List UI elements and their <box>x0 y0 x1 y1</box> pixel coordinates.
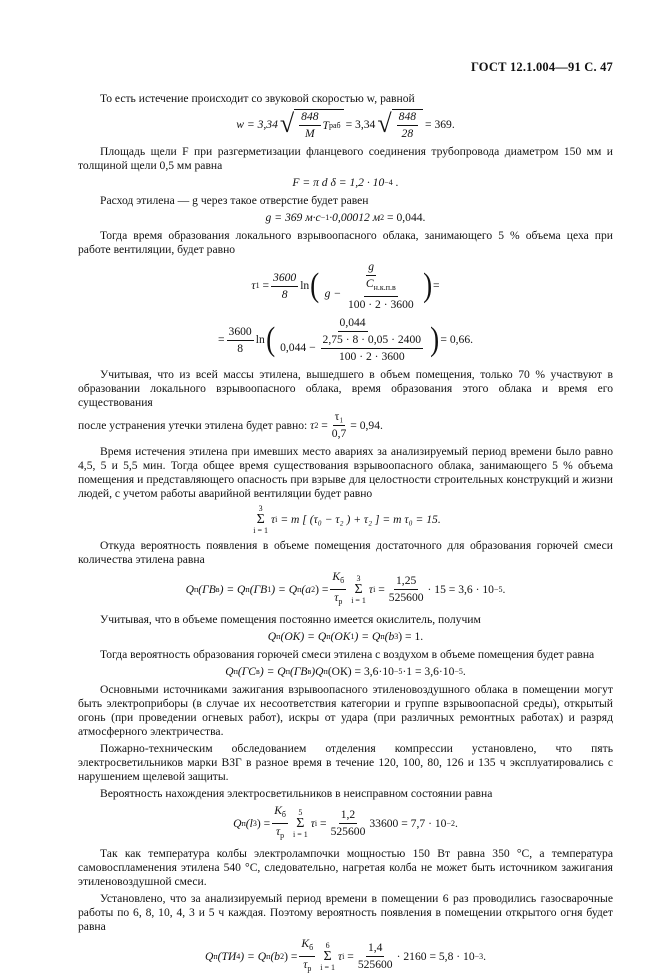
formula-tau1-numeric: = $\frac{3600}{8}$ ln ( 0,044 0,044 − $\frac{2,75 \cdot 8 \cdot 0,05 \cdot 2400}{100 \cdot 2 \cdot 3600}$ ) = 0,66. <box>217 316 474 363</box>
paragraph: Тогда вероятность образования горючей смеси этилена с воздухом в объеме помещения будет равна <box>100 648 595 661</box>
paragraph: Пожарно-техническим обследованием отделения компрессии установлено, что пять электросветильников марки ВЗГ в разное время в течение 120, 100, 80, 126 и 135 ч эксплуатировались с нарушением щелевой защиты. <box>78 742 613 783</box>
formula-q-ti: Q п (ТИ 4 ) = Q п (b 2 ) = $\frac{K_б}{\tau_р}$ 6 Σ i = 1 τ i = $\frac{1,4}{525600}$ · 2160 = 5,8 · 10 −3 . <box>204 937 487 973</box>
formula-f: F = π d δ = 1,2 · 10 −4 . <box>292 176 399 189</box>
formula-g: g = 369 м·с −1 ·0,00012 м 2 = 0,044. <box>265 211 426 224</box>
paragraph: Учитывая, что в объеме помещения постоянно имеется окислитель, получим <box>100 613 481 626</box>
paragraph: Так как температура колбы электролампочки мощностью 150 Вт равна 350 °С, а температура самовоспламенения этилена 540 °С, следовательно, нагретая колба не может быть источником зажигания этиленовоздушной смеси. <box>78 847 613 888</box>
paragraph: Время истечения этилена при имевших место авариях за анализируемый период времени было равно 4,5, 5 и 5,5 мин. Тогда общее время существования взрывоопасного облака, занимающего 5 % объема помещения и представляющего опасность при взрыве для целостности строительных конструкций и жизни людей, с учетом работы аварийной вентиляции будет равно <box>78 445 613 500</box>
paragraph: Откуда вероятность появления в объеме помещения достаточного для образования горючей смеси количества этилена равна <box>78 539 613 566</box>
page-body <box>78 92 613 980</box>
formula-q-gs: Q п (ГС в ) = Q п (ГВ в )Q п (ОК) = 3,6·10 −5 ·1 = 3,6·10 −5 . <box>225 665 466 678</box>
formula-q-gv: Q п (ГВ в ) = Q п (ГВ 1 ) = Q п (a 2 ) = $\frac{K_б}{\tau_р}$ 3 Σ i = 1 τ i = $\frac{1,25}{525600}$ · 15 = 3,6 · 10 −5 . <box>185 570 506 606</box>
page-header: ГОСТ 12.1.004—91 С. 47 <box>470 60 613 74</box>
paragraph-tau2: после устранения утечки этилена будет равно: τ 2 = $\frac{\text{τ₁}}{0,7}$ = 0,94. <box>78 410 383 440</box>
formula-sum-tau: 3 Σ i = 1 τ i = m [ (τ₀ − τ₂ ) + τ₂ ] = m τ₀ = 15. <box>253 504 441 535</box>
formula-tau1: τ 1 = $\frac{3600}{8}$ ln ( g g − $\frac{C_{н.к.п.в}}{100 \cdot 2 \cdot 3600}$ ) = <box>251 260 440 311</box>
paragraph: Учитывая, что из всей массы этилена, вышедшего в объем помещения, только 70 % участвуют в образовании локального взрывоопасного облака, время образования этого облака и время его существования <box>78 368 613 409</box>
paragraph: Площадь щели F при разгерметизации фланцевого соединения трубопровода диаметром 150 мм и толщиной щели 0,5 мм равна <box>78 145 613 172</box>
paragraph: Вероятность нахождения электросветильников в неисправном состоянии равна <box>100 787 493 800</box>
formula-q-ok: Q п (ОК) = Q п (ОК 1 ) = Q п (b 3 ) = 1. <box>267 630 424 643</box>
paragraph: Тогда время образования локального взрывоопасного облака, занимающего 5 % объема цеха при работе вентиляции, будет равно <box>78 229 613 256</box>
paragraph: То есть истечение происходит со звуковой скоростью w, равной <box>100 92 415 105</box>
formula-q-l3: Q п (l 3 ) = $\frac{K_б}{\tau_р}$ 5 Σ i = 1 τ i = $\frac{1,2}{525600}$ 33600 = 7,7 · 10 −2 . <box>233 804 458 840</box>
paragraph: Расход этилена — g через такое отверстие будет равен <box>100 194 369 207</box>
paragraph: Установлено, что за анализируемый период времени в помещении 6 раз проводились газосварочные работы по 6, 8, 10, 4, 3 и 5 ч каждая. Поэтому вероятность появления в помещении открытого огня будет равна <box>78 892 613 933</box>
paragraph: Основными источниками зажигания взрывоопасного этиленовоздушного облака в помещении могут быть электроприборы (в случае их несоответствия категории и группе взрывоопасной среды), открытый огонь (при проведении огневых работ), искры от удара (при различных ремонтных работах) и разряд атмосферного электричества. <box>78 683 613 738</box>
formula-w: w = 3,34 √ $\frac{848}{M}$ T раб = 3,34 √ $\frac{848}{28}$ = 369. <box>236 109 455 140</box>
